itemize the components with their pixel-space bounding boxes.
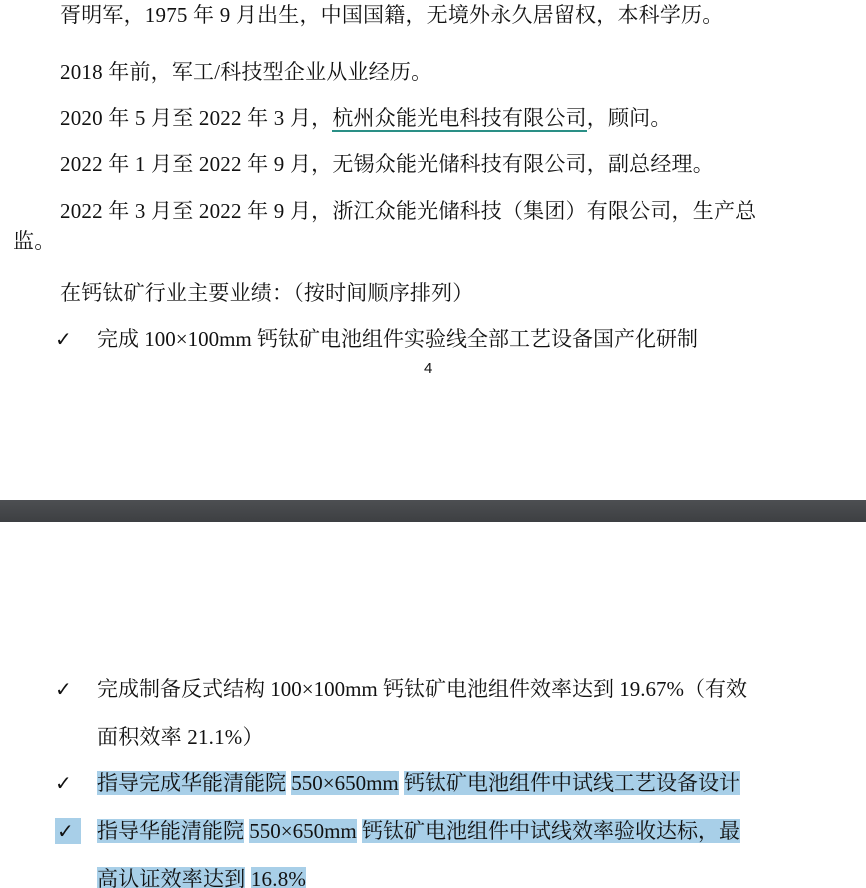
- bullet-text: 完成制备反式结构 100×100mm 钙钛矿电池组件效率达到 19.67%（有效: [97, 677, 748, 701]
- experience-2022-wuxi: 2022 年 1 月至 2022 年 9 月，无锡众能光储科技有限公司，副总经理。: [60, 152, 714, 176]
- experience-2020: [60, 105, 672, 131]
- experience-before-2018: 2018 年前，军工/科技型企业从业经历。: [60, 60, 433, 84]
- bullet-text-highlighted: 指导华能清能院 550×650mm 钙钛矿电池组件中试线效率验收达标，最: [97, 819, 741, 843]
- achievements-heading: 在钙钛矿行业主要业绩：（按时间顺序排列）: [60, 281, 474, 305]
- bio-paragraph: 胥明军，1975 年 9 月出生，中国国籍，无境外永久居留权，本科学历。: [60, 3, 724, 27]
- page-separator: [0, 500, 866, 522]
- check-icon: ✓: [55, 818, 81, 844]
- experience-2022-zhejiang: 2022 年 3 月至 2022 年 9 月，浙江众能光储科技（集团）有限公司，生产总: [60, 199, 757, 223]
- check-icon: ✓: [55, 677, 72, 701]
- bullet-text-continuation: 高认证效率达到 16.8%: [97, 866, 306, 888]
- document-page-bottom: [0, 522, 866, 888]
- experience-2020-suffix: ，顾问。: [586, 106, 672, 130]
- check-icon: ✓: [55, 327, 72, 351]
- experience-2022-zhejiang-cont: 监。: [13, 229, 56, 253]
- page-number: 4: [424, 360, 433, 377]
- bullet-text: 完成 100×100mm 钙钛矿电池组件实验线全部工艺设备国产化研制: [97, 327, 699, 351]
- experience-2020-prefix: 2020 年 5 月至 2022 年 3 月，: [60, 106, 333, 130]
- bullet-text-highlighted: 指导完成华能清能院 550×650mm 钙钛矿电池组件中试线工艺设备设计: [97, 771, 741, 795]
- company-link[interactable]: 杭州众能光电科技有限公司: [332, 106, 587, 130]
- check-icon: ✓: [55, 771, 72, 795]
- bullet-text-continuation: 面积效率 21.1%）: [97, 725, 264, 749]
